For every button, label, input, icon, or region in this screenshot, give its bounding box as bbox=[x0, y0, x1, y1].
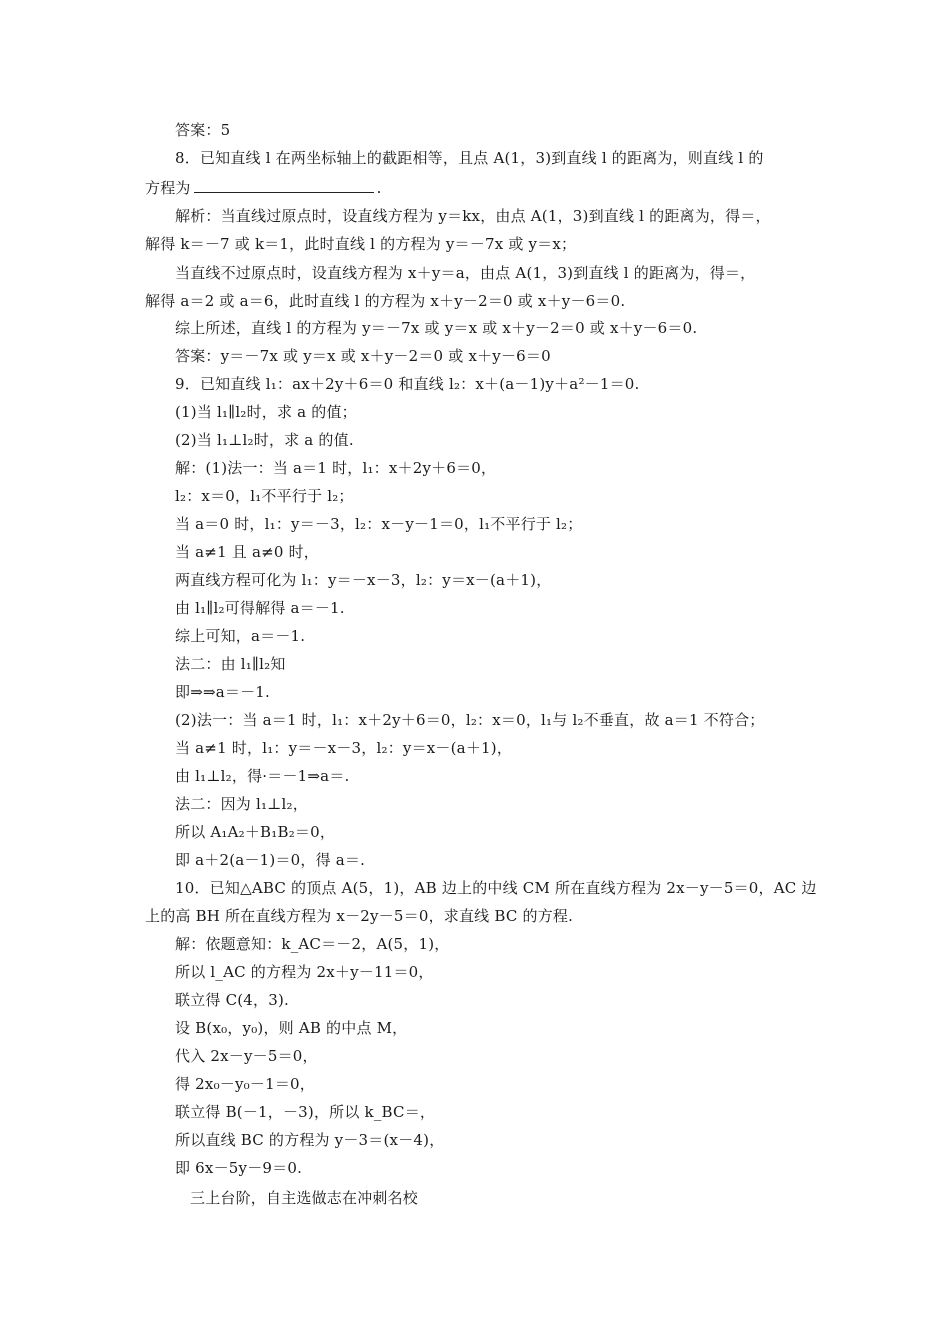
text-line-content: 由 l₁∥l₂可得解得 a＝－1. bbox=[175, 599, 345, 617]
text-line-content: 解得 a＝2 或 a＝6，此时直线 l 的方程为 x＋y－2＝0 或 x＋y－6＝0. bbox=[145, 292, 626, 310]
text-line-content: 由 l₁⊥l₂，得·＝－1⇒a＝. bbox=[175, 767, 350, 785]
text-line bbox=[175, 1074, 315, 1096]
text-line-content: 即⇒⇒a＝－1. bbox=[175, 683, 270, 701]
text-line-content: 三上台阶，自主选做志在冲刺名校 bbox=[190, 1189, 419, 1207]
text-line bbox=[175, 738, 512, 760]
text-line-content: 上的高 BH 所在直线方程为 x－2y－5＝0，求直线 BC 的方程. bbox=[145, 907, 574, 925]
text-line-content: 答案：y＝－7x 或 y＝x 或 x＋y－2＝0 或 x＋y－6＝0 bbox=[175, 347, 551, 365]
text-line-content: 得 2x₀－y₀－1＝0， bbox=[175, 1075, 315, 1093]
text-line bbox=[175, 850, 365, 872]
text-line bbox=[175, 570, 551, 592]
text-line bbox=[175, 1102, 435, 1124]
text-line bbox=[145, 234, 576, 256]
text-line-content: 8．已知直线 l 在两坐标轴上的截距相等，且点 A(1，3)到直线 l 的距离为，则直线 l 的 bbox=[175, 149, 764, 167]
text-line-content: 解：(1)法一：当 a＝1 时，l₁：x＋2y＋6＝0， bbox=[175, 459, 497, 477]
text-line bbox=[175, 766, 350, 788]
text-line-content: 两直线方程可化为 l₁：y＝－x－3，l₂：y＝x－(a＋1)， bbox=[175, 571, 552, 589]
text-line bbox=[175, 682, 270, 704]
text-line bbox=[175, 486, 354, 508]
text-line-content: 当 a＝0 时，l₁：y＝－3，l₂：x－y－1＝0，l₁不平行于 l₂； bbox=[175, 515, 583, 533]
text-line bbox=[175, 626, 305, 648]
text-line-content: (1)当 l₁∥l₂时，求 a 的值； bbox=[175, 403, 357, 421]
text-line bbox=[175, 402, 357, 424]
text-line bbox=[175, 120, 230, 142]
text-line-content: 综上可知，a＝－1. bbox=[175, 627, 306, 645]
text-line-content: 10．已知△ABC 的顶点 A(5，1)，AB 边上的中线 CM 所在直线方程为 2x－y－5＝0，AC 边 bbox=[175, 879, 817, 897]
text-line bbox=[175, 822, 335, 844]
text-line bbox=[175, 1130, 444, 1152]
text-line-content: 答案：5 bbox=[175, 121, 231, 139]
text-line-content: (2)当 l₁⊥l₂时，求 a 的值. bbox=[175, 431, 354, 449]
text-line-content: 解析：当直线过原点时，设直线方程为 y＝kx，由点 A(1，3)到直线 l 的距离为，得＝， bbox=[175, 207, 771, 225]
text-line bbox=[175, 263, 755, 285]
text-line bbox=[175, 710, 764, 732]
text-line-content: (2)法一：当 a＝1 时，l₁：x＋2y＋6＝0，l₂：x＝0，l₁与 l₂不垂直，故 a＝1 不符合； bbox=[175, 711, 765, 729]
text-line bbox=[190, 1188, 418, 1210]
text-line-content: 即 a＋2(a－1)＝0，得 a＝. bbox=[175, 851, 366, 869]
text-line bbox=[175, 148, 764, 170]
text-line bbox=[175, 1158, 302, 1180]
text-line bbox=[145, 291, 625, 313]
text-line bbox=[175, 318, 697, 340]
text-line bbox=[175, 878, 817, 900]
text-line bbox=[175, 598, 345, 620]
text-line-content: 设 B(x₀，y₀)，则 AB 的中点 M， bbox=[175, 1019, 408, 1037]
text-line bbox=[175, 206, 771, 228]
text-line-content: 方程为 bbox=[145, 179, 191, 197]
text-line-content: 联立得 B(－1，－3)，所以 k_BC＝， bbox=[175, 1103, 436, 1121]
text-line-content: 即 6x－5y－9＝0. bbox=[175, 1159, 303, 1177]
text-line-content: 当直线不过原点时，设直线方程为 x＋y＝a，由点 A(1，3)到直线 l 的距离为，得＝， bbox=[175, 264, 756, 282]
text-line-content: 综上所述，直线 l 的方程为 y＝－7x 或 y＝x 或 x＋y－2＝0 或 x＋y－6＝0. bbox=[175, 319, 698, 337]
text-line-content: 9．已知直线 l₁：ax＋2y＋6＝0 和直线 l₂：x＋(a－1)y＋a²－1＝0. bbox=[175, 375, 640, 393]
text-line-content: 所以 A₁A₂＋B₁B₂＝0， bbox=[175, 823, 336, 841]
text-line bbox=[175, 934, 449, 956]
text-line bbox=[175, 1018, 407, 1040]
text-line bbox=[175, 1046, 318, 1068]
text-line bbox=[175, 654, 286, 676]
text-line bbox=[175, 346, 551, 368]
text-line-content: 代入 2x－y－5＝0， bbox=[175, 1047, 318, 1065]
text-line-content: 所以 l_AC 的方程为 2x＋y－11＝0， bbox=[175, 963, 434, 981]
answer-blank bbox=[194, 176, 374, 193]
text-line bbox=[175, 374, 640, 396]
text-line-content: 法二：因为 l₁⊥l₂， bbox=[175, 795, 308, 813]
text-line-content: 当 a≠1 时，l₁：y＝－x－3，l₂：y＝x－(a＋1)， bbox=[175, 739, 513, 757]
text-line-content: l₂：x＝0，l₁不平行于 l₂； bbox=[175, 487, 354, 505]
text-line-content: 当 a≠1 且 a≠0 时， bbox=[175, 543, 319, 561]
text-line bbox=[175, 542, 319, 564]
text-line bbox=[175, 794, 308, 816]
text-line bbox=[175, 990, 289, 1012]
text-line bbox=[175, 430, 354, 452]
text-line-content: 联立得 C(4，3). bbox=[175, 991, 290, 1009]
text-line-content: 所以直线 BC 的方程为 y－3＝(x－4)， bbox=[175, 1131, 445, 1149]
text-line-suffix: . bbox=[376, 179, 382, 197]
text-line bbox=[175, 962, 434, 984]
text-line bbox=[175, 458, 496, 480]
text-line bbox=[145, 176, 382, 198]
text-line bbox=[175, 514, 582, 536]
text-line-content: 解：依题意知：k_AC＝－2，A(5，1)， bbox=[175, 935, 450, 953]
text-line bbox=[145, 906, 573, 928]
text-line-content: 解得 k＝－7 或 k＝1，此时直线 l 的方程为 y＝－7x 或 y＝x； bbox=[145, 235, 577, 253]
text-line-content: 法二：由 l₁∥l₂知 bbox=[175, 655, 286, 673]
